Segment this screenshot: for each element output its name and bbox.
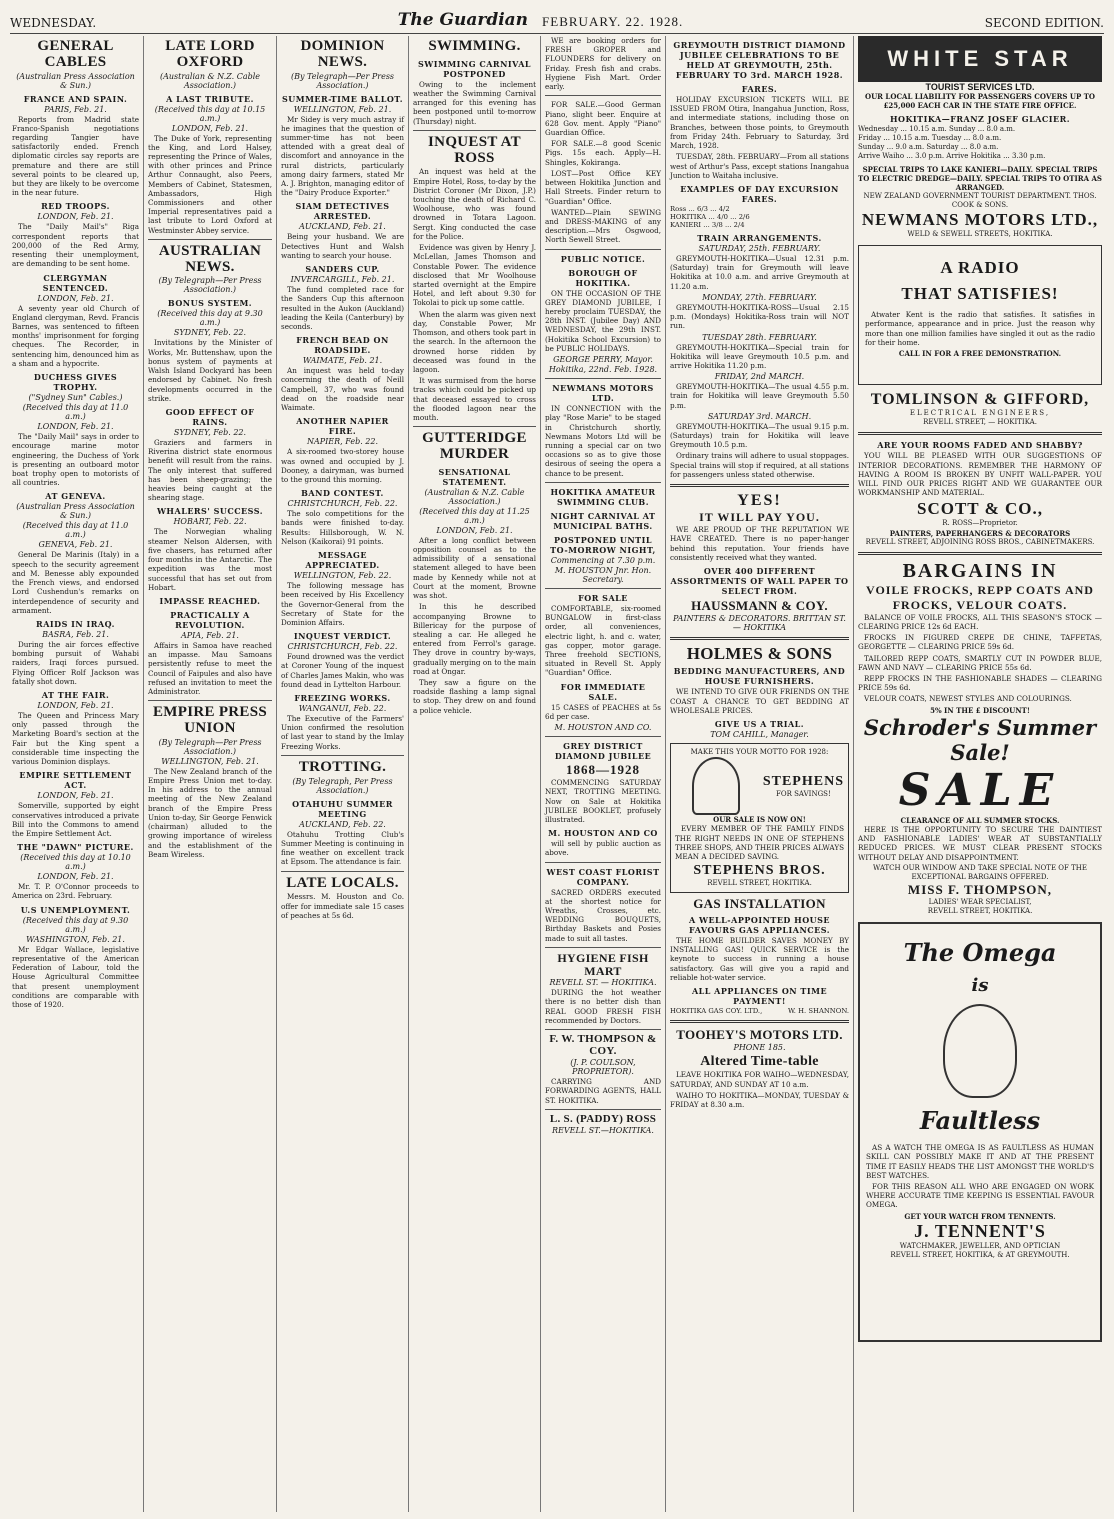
it-will-pay-you: IT WILL PAY YOU. [699, 510, 820, 525]
subhead: BOROUGH OF HOKITIKA. [568, 267, 638, 288]
divider [281, 755, 404, 756]
article-text: When the alarm was given next day, Constable Power, Mr Thomson, and others took part in the search. In the afternoon the drowned horse ridden by deceased was found in the lagoon. [413, 309, 536, 374]
ad-heading: FOR SALE [578, 592, 628, 603]
column-lord-oxford-australian-news [144, 36, 277, 1512]
ad-heading: FOR IMMEDIATE SALE. [560, 681, 646, 702]
subhead: DUCHESS GIVES TROPHY. [33, 372, 118, 393]
ad-text: GREYMOUTH-HOKITIKA—Usual 12.31 p.m. (Saturday) train for Greymouth will leave Hokitika at 10.0 a.m. and arrive Greymouth at 11.20 a.m. [670, 253, 849, 291]
stephens-ad-body [675, 757, 844, 815]
omega-faultless: Faultless [919, 1106, 1041, 1136]
article-text: The Queen and Princess Mary only passed through the Marketing Board's section at the Fair but the King spent a considerable time inspecting the various Dominion displays. [12, 711, 139, 767]
dateline: SYDNEY, Feb. 22. [173, 427, 247, 437]
divider [413, 426, 536, 427]
article-text: Found drowned was the verdict at Coroner Young of the inquest of Charles James Makin, who was found dead in Lyttelton Harbour. [281, 652, 404, 689]
subhead: GIVE US A TRIAL. [714, 719, 805, 730]
ad-heading-holmes-sons: HOLMES & SONS [686, 643, 833, 663]
motto-line: MAKE THIS YOUR MOTTO FOR 1928: [690, 748, 829, 757]
received-line: (Received this day at 11.0 a.m.) [22, 521, 129, 540]
article-text: The following message has been received by His Excellency the Governor-General from the Secretary of State for the Dominion Affairs. [281, 581, 404, 627]
divider [545, 482, 661, 483]
subhead: BEDDING MANUFACTURERS, AND HOUSE FURNISHERS. [673, 666, 846, 687]
ad-line: PHONE 185. [733, 1042, 786, 1052]
article-text: The Duke of York, representing the King, and Lord Halsey, representing the Prince of Wales, with other princes and Prince Arthur Connaught, also Peers, Members of Cabinet, Statesmen, Ambassadors, High Commissioners and other Imperial representatives paid a last tribute to Lord Oxford at Westminster Abbey service. [148, 133, 272, 235]
subhead: NIGHT CARNIVAL AT MUNICIPAL BATHS. [550, 510, 656, 531]
article-text: Owing to the inclement weather the Swimming Carnival arranged for this evening has been postponed until to-morrow (Thursday) night. [413, 79, 536, 126]
subhead: THE "DAWN" PICTURE. [17, 842, 134, 853]
bargain-line: TAILORED REPP COATS, SMARTLY CUT IN POWDER BLUE, FAWN AND NAVY — CLEARING PRICE 55s 6d. [858, 653, 1102, 672]
divider [148, 700, 272, 701]
columns [8, 36, 1106, 1512]
ad-text: will sell by public auction as above. [545, 839, 661, 858]
divider [545, 947, 661, 948]
divider [545, 736, 661, 737]
ad-text: GREYMOUTH-HOKITIKA—The usual 9.15 p.m. (Saturdays) train for Hokitika will leave Greymouth 10.5 p.m. [670, 421, 849, 450]
ad-text: LEAVE HOKITIKA FOR WAIHO—WEDNESDAY, SATURDAY, AND SUNDAY AT 10 a.m. [670, 1070, 849, 1089]
bargains-subheading: VOILE FROCKS, REPP COATS AND FROCKS, VELOUR COATS. [866, 582, 1094, 612]
masthead-edition: SECOND EDITION. [984, 16, 1104, 30]
ad-line: NEW ZEALAND GOVERNMENT TOURIST DEPARTMENT. THOS. COOK & SONS. [863, 191, 1097, 209]
paper-name: The Guardian [397, 10, 529, 30]
gas-company: HOKITIKA GAS COY. LTD., [670, 1007, 763, 1016]
masthead [10, 8, 1104, 34]
headline-australian-news: AUSTRALIAN NEWS. [158, 242, 262, 275]
divider [670, 1020, 849, 1023]
ad-line: REVELL STREET, — HOKITIKA. [923, 418, 1037, 427]
article-text: The Executive of the Farmers' Union confirmed the resolution of last year to stand by the Imlay Freezing Works. [281, 714, 404, 751]
subhead: MESSAGE APPRECIATED. [305, 550, 380, 571]
stephens-bros-heading: STEPHENS BROS. [693, 863, 826, 879]
day-heading: MONDAY, 27th. FEBRUARY. [702, 292, 817, 302]
dateline: GENEVA, Feb. 21. [38, 540, 113, 550]
ad-text: HOLIDAY EXCURSION TICKETS WILL BE ISSUED FROM Otira, Inangahua Junction, Ross, and intermediate stations, including those on Branches, between those points, to Greymouth from Friday 24th. February to Saturday, 3rd March, 1928. [670, 95, 849, 151]
ad-line: CLEARANCE OF ALL SUMMER STOCKS. [900, 815, 1060, 825]
headline-swimming: SWIMMING. [428, 38, 521, 54]
dateline: CHRISTCHURCH, Feb. 22. [287, 499, 398, 509]
ad-heading: WEST COAST FLORIST COMPANY. [546, 866, 660, 887]
radio-heading: THAT SATISFIES! [901, 284, 1059, 304]
ad-heading-tooheys: TOOHEY'S MOTORS LTD. [676, 1027, 843, 1043]
ad-text: EVERY MEMBER OF THE FAMILY FINDS THE RIGHT NEEDS IN ONE OF STEPHENS THREE SHOPS, AND THEIR PRICES ALWAYS MEAN A DECIDED SAVING. [675, 824, 844, 861]
timetable-row: Friday ... 10.15 a.m. Tuesday ... 8.0 a.m. [858, 134, 1002, 143]
divider [281, 871, 404, 872]
dateline: LONDON, Feb. 21. [37, 791, 114, 801]
notice-text: ON THE OCCASION OF THE GREY DIAMOND JUBILEE, I hereby proclaim TUESDAY, the 28th INST. (Jubilee Day) AND WEDNESDAY, the 29th INST. (Hokitika School Excursion) to be PUBLIC HOLIDAYS. [545, 288, 661, 353]
yes-heading: YES! [737, 492, 782, 510]
omega-watch-ad [858, 922, 1102, 1342]
signature: GEORGE PERRY, Mayor. [553, 355, 653, 365]
dateline: APIA, Feb. 21. [181, 631, 239, 640]
ad-heading: NEWMANS MOTORS LTD. [552, 383, 654, 404]
ad-text: THE HOME BUILDER SAVES MONEY BY INSTALLING GAS! QUICK SERVICE is the keynote to success in running a house satisfactory. Gas will give you a rapid and reliable hot-water service. [670, 935, 849, 982]
article-text: Mr Sidey is very much astray if he imagines that the question of summer-time has not been attended with a great deal of discomfort and annoyance in the rural districts, particularly among dairy farmers, stated Mr A. J. Brighton, managing editor of the "Dairy Produce Exporter." [281, 114, 404, 198]
article-text: Somerville, supported by eight conservatives introduced a private Bill into the Commons to amend the Empire Settlement Act. [12, 801, 139, 838]
divider [858, 552, 1102, 555]
subhead: A LAST TRIBUTE. [166, 93, 254, 104]
subhead: A WELL-APPOINTED HOUSE FAVOURS GAS APPLIANCES. [688, 914, 831, 935]
headline-gutteridge-murder: GUTTERIDGE MURDER [422, 430, 527, 462]
dateline: BASRA, Feb. 21. [42, 629, 109, 639]
ad-heading: HOKITIKA AMATEUR SWIMMING CLUB. [550, 486, 656, 507]
source-line: (By Telegraph—Per Press Association.) [158, 276, 262, 295]
article-text: Invitations by the Minister of Works, Mr. Buttenshaw, upon the bonus system of payments at Walsh Island Dockyard has been endorsed by Cabinet. No fresh developments occurred in the strike. [148, 338, 272, 403]
ad-line: REVELL ST. — HOKITIKA. [549, 978, 657, 988]
scott-co-heading: SCOTT & CO., [917, 499, 1043, 519]
bargain-line: FROCKS IN FIGURED CREPE DE CHINE, TAFFETAS, GEORGETTE — CLEARING PRICE 59s 6d. [858, 633, 1102, 652]
ad-text: FOR THIS REASON ALL WHO ARE ENGAGED ON WORK WHERE ACCURATE TIME KEEPING IS ESSENTIAL FAVOUR OMEGA. [866, 1181, 1094, 1210]
bargain-line: VELOUR COATS, NEWEST STYLES AND COLOURINGS. [864, 694, 1072, 704]
ad-text: HERE IS THE OPPORTUNITY TO SECURE THE DAINTIEST AND FASHIONABLE LADIES' WEAR AT SUBSTANTIALLY REDUCED PRICES. WE MUST CLEAR PRESENT STOCKS WITHOUT DELAY AND DISAPPOINTMENT. [858, 824, 1102, 862]
dateline: AUCKLAND, Feb. 21. [299, 222, 386, 232]
dateline: CHRISTCHURCH, Feb. 22. [287, 642, 398, 652]
divider [545, 862, 661, 863]
subhead: SUMMER-TIME BALLOT. [281, 93, 404, 104]
ad-text: Ordinary trains will adhere to usual stoppages. Special trains will stop if required, at all stations for passengers unless stated otherwise. [670, 451, 849, 479]
dateline: WELLINGTON, Feb. 22. [293, 571, 392, 581]
article-text: Affairs in Samoa have reached an impasse. Mau Samoans persistently refuse to meet the Council of Faipules and also have refused an invitation to meet the Administrator. [148, 641, 272, 697]
column-dominion-news [277, 36, 409, 1512]
subhead: SWIMMING CARNIVAL POSTPONED [417, 58, 532, 79]
ad-text: 15 CASES of PEACHES at 5s 6d per case. [545, 702, 661, 721]
dateline: LONDON, Feb. 21. [37, 422, 114, 432]
headline-late-locals: LATE LOCALS. [286, 874, 399, 891]
bargain-line: BALANCE OF VOILE FROCKS, ALL THIS SEASON'S STOCK — CLEARING PRICE 12s 6d EACH. [858, 612, 1102, 631]
masthead-day: WEDNESDAY. [10, 16, 97, 30]
ad-text: GREYMOUTH-HOKITIKA—Special train for Hokitika will leave Greymouth 10.5 p.m. and arrive Hokitika 11.20 p.m. [670, 342, 849, 370]
dateline: SYDNEY, Feb. 22. [173, 328, 247, 338]
article-text: Evidence was given by Henry J. McLellan, James Thomson and Constable Power. The evidence disclosed that Mr Woolhouse started overnight at the Empire Hotel, and left about 9.30 for Tokolai to pick up some cattle. [413, 243, 536, 308]
public-notice-heading: PUBLIC NOTICE. [560, 253, 646, 264]
received-line: (Received this day at 10.10 a.m.) [20, 853, 131, 872]
schroders-summer-sale: Schroder's Summer Sale! [863, 714, 1097, 765]
article-text: During the air forces effective bombing pursuit of Wahabi raiders, Iraqi forces pursued. Flying Officer Rolf Jackson was fatally shot down. [12, 639, 139, 686]
received-line: (Received this day at 10.15 a.m.) [154, 104, 266, 123]
subhead: AT GENEVA. [45, 491, 106, 502]
dateline: AUCKLAND, Feb. 22. [299, 819, 386, 829]
divider [545, 1109, 661, 1110]
article-text: A seventy year old Church of England clergyman, Revd. Francis Barnes, was sentenced to fifteen months' imprisonment for forging cheques. The Recorder, in sentencing him, denounced him as a sham and a hypocrite. [12, 303, 139, 368]
ad-text: WE INTEND TO GIVE OUR FRIENDS ON THE COAST A CHANCE TO GET BEDDING AT WHOLESALE PRICES. [670, 687, 849, 715]
dateline: LONDON, Feb. 21. [37, 212, 114, 222]
gas-signature-row [670, 1007, 849, 1015]
ad-line: LADIES' WEAR SPECIALIST, [928, 897, 1032, 906]
divider [413, 130, 536, 131]
timetable-row: Wednesday ... 10.15 a.m. Sunday ... 8.0 a.m. [858, 125, 1016, 134]
subhead: POSTPONED UNTIL TO-MORROW NIGHT, [550, 534, 656, 555]
received-line: (Received this day at 11.0 a.m.) [22, 403, 129, 422]
headline-inquest-at-ross: INQUEST AT ROSS [428, 133, 521, 166]
subhead: SENSATIONAL STATEMENT. [438, 466, 511, 487]
column-classifieds [541, 36, 666, 1512]
miss-thompson-heading: MISS F. THOMPSON, [907, 881, 1053, 897]
ad-heading: M. HOUSTON AND CO [548, 828, 658, 839]
column-jubilee-ads [666, 36, 854, 1512]
classified-ad: FOR SALE.—Good German Piano, slight beer. Enquire at 628 Gov. ment. Apply "Piano" Guardian Office. [545, 100, 661, 137]
ad-heading-ross: L. S. (PADDY) ROSS [549, 1112, 657, 1125]
ad-heading-gas: GAS INSTALLATION [693, 896, 826, 912]
classified-ad: WE are booking orders for FRESH GROPER and FLOUNDERS for delivery on Friday. Fresh fish and crabs. Hygiene Fish Mart. Order early. [545, 36, 661, 92]
ad-text: WE ARE PROUD OF THE REPUTATION WE HAVE CREATED. There is no paper-hanger behind this reputation. Your friends have consistently received what they wanted. [670, 525, 849, 562]
subhead: BONUS SYSTEM. [167, 298, 253, 309]
article-text: In this he described accompanying Browne to Billericay for the purpose of stealing a car. He alleged he entered from Ferrol's garage. They drove in country by-ways, gradually merging on to the main road at Ongar. [413, 602, 536, 676]
received-line: (Received this day at 11.25 a.m.) [419, 506, 530, 525]
masthead-date: FEBRUARY. 22. 1928. [542, 14, 684, 29]
subhead: FRANCE AND SPAIN. [23, 93, 128, 104]
subhead: INQUEST VERDICT. [293, 631, 392, 642]
day-heading: SATURDAY, 25th. FEBRUARY. [698, 243, 821, 253]
article-text: They saw a figure on the roadside flashing a lamp signal to stop. They drew on and found a police vehicle. [413, 678, 536, 715]
ad-line: GET YOUR WATCH FROM TENNENTS. [904, 1211, 1056, 1221]
article-text: Mr. T. P. O'Connor proceeds to America on 23rd. February. [12, 882, 139, 901]
sale-lettering: SALE [898, 764, 1062, 816]
subhead: IMPASSE REACHED. [159, 596, 261, 606]
notice-date: Hokitika, 22nd. Feb. 1928. [548, 365, 658, 375]
ad-line: Commencing at 7.30 p.m. [550, 555, 656, 565]
headline-general-cables: GENERAL CABLES [37, 38, 114, 70]
source-line: (Australian Press Association & Sun.) [16, 502, 135, 521]
article-text: The New Zealand branch of the Empire Press Union met to-day. In his address to the annual meeting of the New Zealand branch of the Empire Press Union to-day, Sir George Fenwick (chairman) alluded to the growing importance of wireless and the establishment of the Beam Wireless. [148, 766, 272, 859]
bargain-line: REPP FROCKS IN THE FASHIONABLE SHADES — CLEARING PRICE 59s 6d. [858, 674, 1102, 693]
subhead: FREEZING WORKS. [294, 693, 391, 704]
subhead: ANOTHER NAPIER FIRE. [296, 416, 389, 437]
ad-line: CALL IN FOR A FREE DEMONSTRATION. [898, 349, 1062, 358]
article-text: A six-roomed two-storey house was owned and occupied by J. Dooney, a dairyman, was burned to the ground this morning. [281, 447, 404, 484]
dateline: HOBART, Feb. 22. [173, 517, 247, 527]
divider [858, 432, 1102, 435]
received-line: (Received this day at 9.30 a.m.) [157, 309, 263, 328]
subhead: HOKITIKA—FRANZ JOSEF GLACIER. [889, 114, 1071, 125]
man-portrait-icon [943, 1004, 1017, 1098]
ad-line: WATCHMAKER, JEWELLER, AND OPTICIAN [899, 1241, 1061, 1250]
radio-ad [858, 245, 1102, 385]
newmans-motors-heading: NEWMANS MOTORS LTD., [861, 210, 1099, 230]
headline-empire-press-union: EMPIRE PRESS UNION [152, 704, 268, 737]
divider [545, 95, 661, 96]
discount-line: 5% IN THE £ DISCOUNT! [930, 705, 1030, 715]
article-text: An inquest was held to-day concerning the death of Neill Campbell, 37, who was found dead on the roadside near Waimate. [281, 366, 404, 413]
subhead: RAIDS IN IRAQ. [36, 618, 115, 629]
dateline: INVERCARGILL, Feb. 21. [290, 275, 395, 285]
ad-text: WAIHO TO HOKITIKA—MONDAY, TUESDAY & FRIDAY at 8.30 a.m. [670, 1090, 849, 1110]
ad-line: R. ROSS—Proprietor. [942, 519, 1018, 528]
received-line: (Received this day at 9.30 a.m.) [22, 915, 129, 934]
divider [545, 249, 661, 250]
ad-text: DURING the hot weather there is no better dish than REAL GOOD FRESH FISH recommended by Doctors. [545, 988, 661, 1025]
dateline: LONDON, Feb. 21. [436, 525, 513, 535]
tomlinson-gifford-heading: TOMLINSON & GIFFORD, [870, 391, 1090, 409]
fare-row: KANIERI ... 3/8 ... 2/4 [670, 220, 745, 229]
signature: M. HOUSTON AND CO. [554, 723, 652, 733]
ad-line: FOR SAVINGS! [776, 789, 831, 798]
ad-text: Atwater Kent is the radio that satisfies. It satisfies in performance, appearance and in price. Just the reason why more than one million families have singled it out as the radio for their home. [865, 310, 1095, 347]
divider [670, 484, 849, 487]
article-text: General De Marinis (Italy) in a speech to the security agreement and M. Benesse ably expounded the French views, and endorsed Lord Cushendun's remarks on interdependence of security and armament. [12, 550, 139, 615]
dateline: LONDON, Feb. 21. [37, 701, 114, 711]
source-line: (By Telegraph—Per Press Association.) [290, 71, 395, 90]
ad-line: REVELL STREET, HOKITIKA. [707, 879, 812, 888]
white-star-logo: WHITE STAR [858, 36, 1102, 82]
divider [545, 378, 661, 379]
altered-timetable: Altered Time-table [700, 1053, 819, 1069]
article-text: Being your husband. We are Detectives Hunt and Walsh wanting to search your house. [281, 232, 404, 260]
classified-ad: FOR SALE.—8 good Scenic Pigs. 15s each. Apply—H. Shingles, Kokiranga. [545, 139, 661, 167]
subhead: AT THE FAIR. [41, 690, 110, 701]
fare-row: Ross ... 6/3 ... 4/2 [670, 204, 730, 213]
ad-line: REVELL STREET, HOKITIKA. [927, 907, 1033, 915]
subhead: OTAHUHU SUMMER MEETING [292, 798, 393, 819]
white-star-subtitle: TOURIST SERVICES LTD. [925, 82, 1035, 92]
bargains-heading: BARGAINS IN [902, 559, 1058, 582]
ad-text: AS A WATCH THE OMEGA IS AS FAULTLESS AS HUMAN SKILL CAN POSSIBLY MAKE IT AND AT THE PRESENT TIME IT EASILY HEADS THE LIST AMONGST THE WORLD'S BEST WATCHES. [866, 1143, 1094, 1180]
divider [545, 1029, 661, 1030]
subhead: SANDERS CUP. [305, 264, 380, 275]
timetable-row: Arrive Waiho ... 3.0 p.m. Arrive Hokitika ... 3.30 p.m. [858, 152, 1046, 161]
headline-dominion-news: DOMINION NEWS. [300, 38, 385, 70]
ad-line: PAINTERS, PAPERHANGERS & DECORATORS [889, 528, 1071, 538]
article-text: Otahuhu Trotting Club's Summer Meeting is continuing in fine weather on excellent track at Epsom. The attendance is fair. [281, 829, 404, 867]
subhead: BAND CONTEST. [301, 488, 384, 499]
ad-line: REVELL STREET, ADJOINING ROSS BROS., CABINETMAKERS. [865, 537, 1095, 546]
ad-text: IN CONNECTION with the play "Rose Marie" to be staged in Christchurch shortly, Newmans Motors Ltd will be running a special car on two occasions so as to give those desirous of seeing the opera a chance to be present. [545, 404, 661, 478]
lady-portrait-icon [692, 757, 740, 815]
article-text: Mr Edgar Wallace, legislative representative of the American Federation of Labour, told the House Agricultural Committee that present unemployment conditions are comparable with those of 1920. [12, 944, 139, 1009]
divider [545, 588, 661, 589]
dateline: WASHINGTON, Feb. 21. [26, 934, 125, 944]
gas-manager: W. H. SHANNON. [788, 1007, 849, 1016]
ad-text: SACRED ORDERS executed at the shortest notice for Wreaths, Crosses, etc. WEDDING BOUQUETS, Birthday Baskets and Posies made to suit all tastes. [545, 887, 661, 943]
subhead: RED TROOPS. [41, 201, 110, 212]
subhead: WHALERS' SUCCESS. [156, 506, 264, 517]
ad-text: YOU WILL BE PLEASED WITH OUR SUGGESTIONS OF INTERIOR DECORATIONS. REMEMBER THE HARMONY OF HAVING A ROOM IS BROKEN BY UNFIT WALL-PAPER. YOU WILL FIND OUR PRICES RIGHT AND WE GUARANTEE OUR WORKMANSHIP AND MATERIAL. [858, 451, 1102, 498]
article-text: Reports from Madrid state Franco-Spanish negotiations regarding Tangier have satisfactorily ended. French diplomatic circles say reports are premature and there are still several points to be cleared up, but they are likely to be overcome in the near future. [12, 114, 139, 198]
article-text: An inquest was held at the Empire Hotel, Ross, to-day by the District Coroner (Mr Dixon, J.P.) touching the death of Richard C. Woolhouse, who was found drowned in Totara Lagoon. Sergt. King conducted the case for the Police. [413, 167, 536, 241]
omega-is: is [971, 975, 989, 997]
dateline: LONDON, Feb. 21. [37, 872, 114, 882]
article-text: After a long conflict between opposition counsel as to the admissibility of a sensational statement alleged to have been made by Kennedy while not at Court at the moment, Browne was shot. [413, 535, 536, 601]
omega-heading: The Omega [903, 938, 1057, 968]
article-text: It was surmised from the horse tracks which could be picked up that deceased essayed to cross the flooded lagoon near the mouth. [413, 376, 536, 423]
subhead: FRENCH BEAD ON ROADSIDE. [296, 335, 389, 356]
ad-text: GREYMOUTH-HOKITIKA—The usual 4.55 p.m. train for Hokitika will leave Greymouth 5.50 p.m. [670, 382, 849, 410]
subhead: EMPIRE SETTLEMENT ACT. [19, 770, 132, 791]
subhead: EXAMPLES OF DAY EXCURSION FARES. [680, 183, 839, 204]
classified-ad: LOST—Post Office KEY between Hokitika Junction and Hall Streets. Finder return to "Guardian" Office. [545, 168, 661, 206]
source-line: (Australian & N.Z. Cable Association.) [424, 487, 525, 506]
ad-text: CARRYING AND FORWARDING AGENTS, HALL ST. HOKITIKA. [545, 1077, 661, 1105]
article-text: Messrs. M. Houston and Co. offer for immediate sale 15 cases of peaches at 5s 6d. [281, 892, 404, 920]
day-heading: SATURDAY 3rd. MARCH. [707, 411, 812, 421]
ad-heading-thompson: F. W. THOMPSON & COY. [549, 1032, 657, 1057]
sale-now-on: OUR SALE IS NOW ON! [713, 815, 806, 825]
subhead: GOOD EFFECT OF RAINS. [165, 406, 255, 427]
timetable-row: Sunday ... 9.0 a.m. Saturday ... 8.0 a.m. [858, 143, 999, 152]
ad-line: ELECTRICAL ENGINEERS, [909, 409, 1051, 418]
subhead: SIAM DETECTIVES ARRESTED. [295, 201, 390, 222]
subhead: U.S UNEMPLOYMENT. [20, 904, 131, 915]
dateline: WELLINGTON, Feb. 21. [293, 104, 392, 114]
dateline: PARIS, Feb. 21. [44, 104, 107, 114]
article-text: The fund completed race for the Sanders Cup this afternoon resulted in the Aukon (Auckland) leading the Keila (Canterbury) by seconds. [281, 285, 404, 331]
dateline: WAIMATE, Feb. 21. [302, 356, 383, 366]
source-line: ("Sydney Sun" Cables.) [28, 393, 123, 403]
subhead: OVER 400 DIFFERENT ASSORTMENTS OF WALL PAPER TO SELECT FROM. [670, 566, 849, 596]
column-general-cables [8, 36, 144, 1512]
ad-line: OUR LOCAL LIABILITY FOR PASSENGERS COVERS UP TO £25,000 EACH CAR IN THE STATE FIRE OFFICE. [864, 92, 1096, 111]
ad-text: TUESDAY, 28th. FEBRUARY—From all stations west of Arthur's Pass, except stations Inangahua Junction to Waitaha inclusive. [670, 152, 849, 180]
ad-line: WELD & SEWELL STREETS, HOKITIKA. [907, 230, 1053, 239]
ad-text: GREYMOUTH-HOKITIKA-ROSS—Usual 2.15 p.m. (Mondays) Hokitika-Ross train will NOT run. [670, 302, 849, 331]
ad-heading: GREYMOUTH DISTRICT DIAMOND JUBILEE CELEBRATIONS TO BE HELD AT GREYMOUTH, 25th. FEBRUARY TO 3rd. MARCH 1928. [673, 40, 846, 80]
day-heading: TUESDAY 28th. FEBRUARY. [702, 332, 817, 342]
dateline: LONDON, Feb. 21. [171, 123, 249, 133]
source-line: (Australian Press Association & Sun.) [16, 71, 135, 90]
article-text: The solo competitions for the bands were finished to-day. Results: Hillsborough, W. N. Nelson (Kaikorai) 91 points. [281, 509, 404, 546]
stephens-ad [670, 743, 849, 893]
article-text: The "Daily Mail's" Riga correspondent reports that 200,000 of the Red Army, resenting their unemployment, are demanding to be sent home. [12, 222, 139, 269]
ad-line: REVELL STREET, HOKITIKA, & AT GREYMOUTH. [890, 1250, 1070, 1259]
divider [148, 239, 272, 240]
article-text: Graziers and farmers in Riverina district state enormous benefit will result from the rains. The only interest that suffered has been sheep-grazing; the heavies being caught at the shearing stage. [148, 437, 272, 503]
classified-ad: WANTED—Plain SEWING and DRESS-MAKING of any description.—Mrs Osgwood, North Sewell Street. [545, 207, 661, 245]
ad-heading-haussmann: HAUSSMANN & COY. [691, 598, 828, 613]
ad-text: COMFORTABLE, six-roomed BUNGALOW in first-class order, all conveniences, electric light, h. and c. water, gas copper, motor garage. Three freehold SECTIONS, situated in Revell St. Apply "Guardian" Office. [545, 603, 661, 678]
article-text: The "Daily Mail" says in order to encourage marine motor engineering, the Duchess of York is presenting an outboard motor boat trophy open to motorists of all countries. [12, 432, 139, 488]
signature: M. HOUSTON Jnr. Hon. Secretary. [554, 565, 652, 584]
ad-heading-hygiene-fish-mart: HYGIENE FISH MART [557, 950, 649, 978]
dateline: NAPIER, Feb. 22. [306, 437, 379, 447]
column-display-ads [854, 36, 1106, 1512]
subhead: ALL APPLIANCES ON TIME PAYMENT! [691, 986, 828, 1007]
column-swimming-inquest [409, 36, 541, 1512]
stephens-heading: STEPHENS [762, 773, 844, 789]
ad-line: (J. P. COULSON, PROPRIETOR). [570, 1058, 636, 1077]
ad-line: REVELL ST.—HOKITIKA. [552, 1126, 654, 1136]
tennents-heading: J. TENNENT'S [914, 1220, 1046, 1241]
ad-line: SPECIAL TRIPS TO LAKE KANIERI—DAILY. SPECIAL TRIPS TO ELECTRIC DREDGE—DAILY. SPECIAL TRIPS TO OTIRA AS ARRANGED. [858, 164, 1102, 192]
dateline: WELLINGTON, Feb. 21. [161, 756, 259, 766]
headline-late-lord-oxford: LATE LORD OXFORD [165, 38, 255, 70]
jubilee-years: 1868—1928 [566, 762, 640, 778]
ad-line: WATCH OUR WINDOW AND TAKE SPECIAL NOTE OF THE EXCEPTIONAL BARGAINS OFFERED. [872, 863, 1088, 881]
masthead-center [398, 10, 684, 30]
source-line: (Australian & N.Z. Cable Association.) [159, 71, 261, 90]
dateline: WANGANUI, Feb. 22. [298, 704, 387, 714]
ad-heading: GREY DISTRICT DIAMOND JUBILEE [554, 741, 652, 762]
radio-heading: A RADIO [940, 258, 1020, 278]
article-text: The Norwegian whaling steamer Nelson Aldersen, with five chasers, has returned after four months in the Antarctic. The expedition was the most successful that has set out from Hobart. [148, 527, 272, 592]
ad-text: COMMENCING SATURDAY NEXT, TROTTING MEETING. Now on Sale at Hokitika JUBILEE BOOKLET, profusely illustrated. [545, 778, 661, 824]
dateline: LONDON, Feb. 21. [37, 293, 114, 303]
day-heading: FRIDAY, 2nd MARCH. [714, 372, 805, 382]
source-line: (By Telegraph—Per Press Association.) [158, 737, 262, 756]
headline-trotting: TROTTING. [298, 758, 387, 775]
subhead: CLERGYMAN SENTENCED. [42, 272, 109, 293]
divider [670, 637, 849, 640]
source-line: (By Telegraph, Per Press Association.) [292, 776, 393, 795]
ad-line: PAINTERS & DECORATORS. BRITTAN ST. — HOKITIKA [673, 613, 846, 632]
subhead: ARE YOUR ROOMS FADED AND SHABBY? [877, 440, 1083, 451]
fare-row: HOKITIKA ... 4/0 ... 2/6 [670, 212, 750, 221]
subhead: FARES. [741, 84, 778, 94]
subhead: TRAIN ARRANGEMENTS. [697, 232, 822, 243]
subhead: PRACTICALLY A REVOLUTION. [170, 610, 250, 630]
ad-line: TOM CAHILL, Manager. [710, 730, 809, 740]
